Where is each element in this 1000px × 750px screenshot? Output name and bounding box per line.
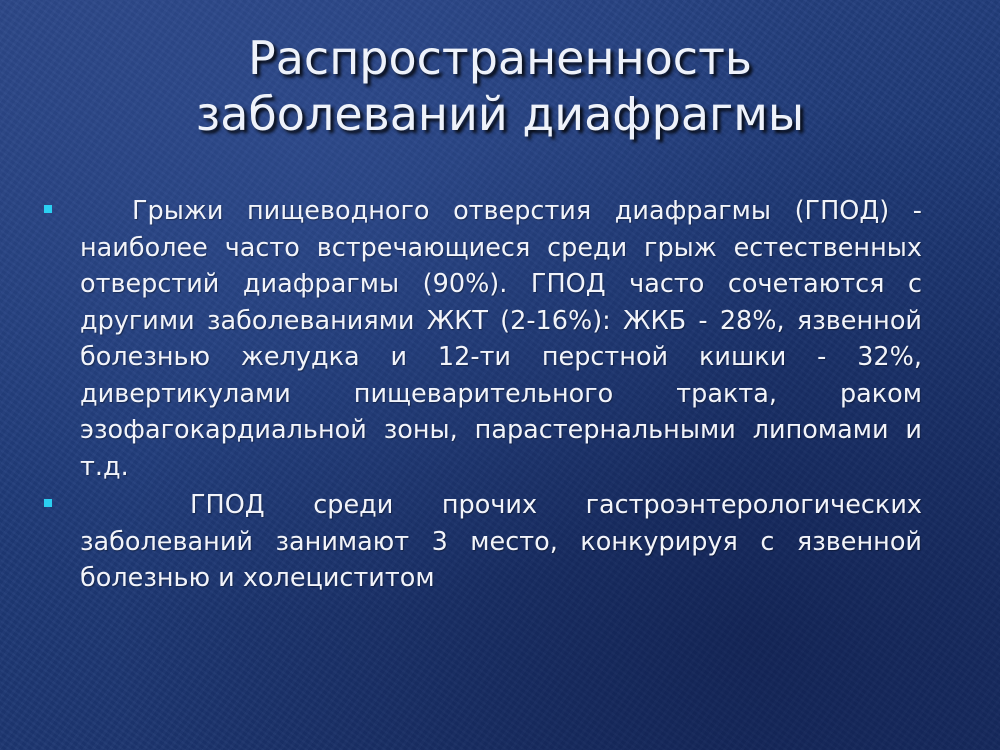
square-bullet-icon: [44, 499, 52, 507]
bullet-text: ГПОД среди прочих гастроэнтерологических заболеваний занимают 3 место, конкурируя с язвенной болезнью и холециститом: [80, 490, 922, 593]
bullet-list: [40, 193, 922, 599]
square-bullet-icon: [44, 205, 52, 213]
bullet-item: [40, 487, 922, 597]
slide-title: [60, 30, 940, 142]
bullet-text: Грыжи пищеводного отверстия диафрагмы (ГПОД) - наиболее часто встречающиеся среди грыж естественных отверстий диафрагмы (90%). ГПОД часто сочетаются с другими заболеваниями ЖКТ (2-16%): ЖКБ - 28%, язвенной болезнью желудка и 12-ти перстной кишки - 32%, дивертикулами пищеварительного тракта, раком эзофагокардиальной зоны, парастернальными липомами и т.д.: [80, 196, 922, 482]
bullet-item: [40, 193, 922, 485]
slide-title-line-1: Распространенность: [248, 31, 752, 85]
slide-title-line-2: заболеваний диафрагмы: [195, 87, 805, 141]
